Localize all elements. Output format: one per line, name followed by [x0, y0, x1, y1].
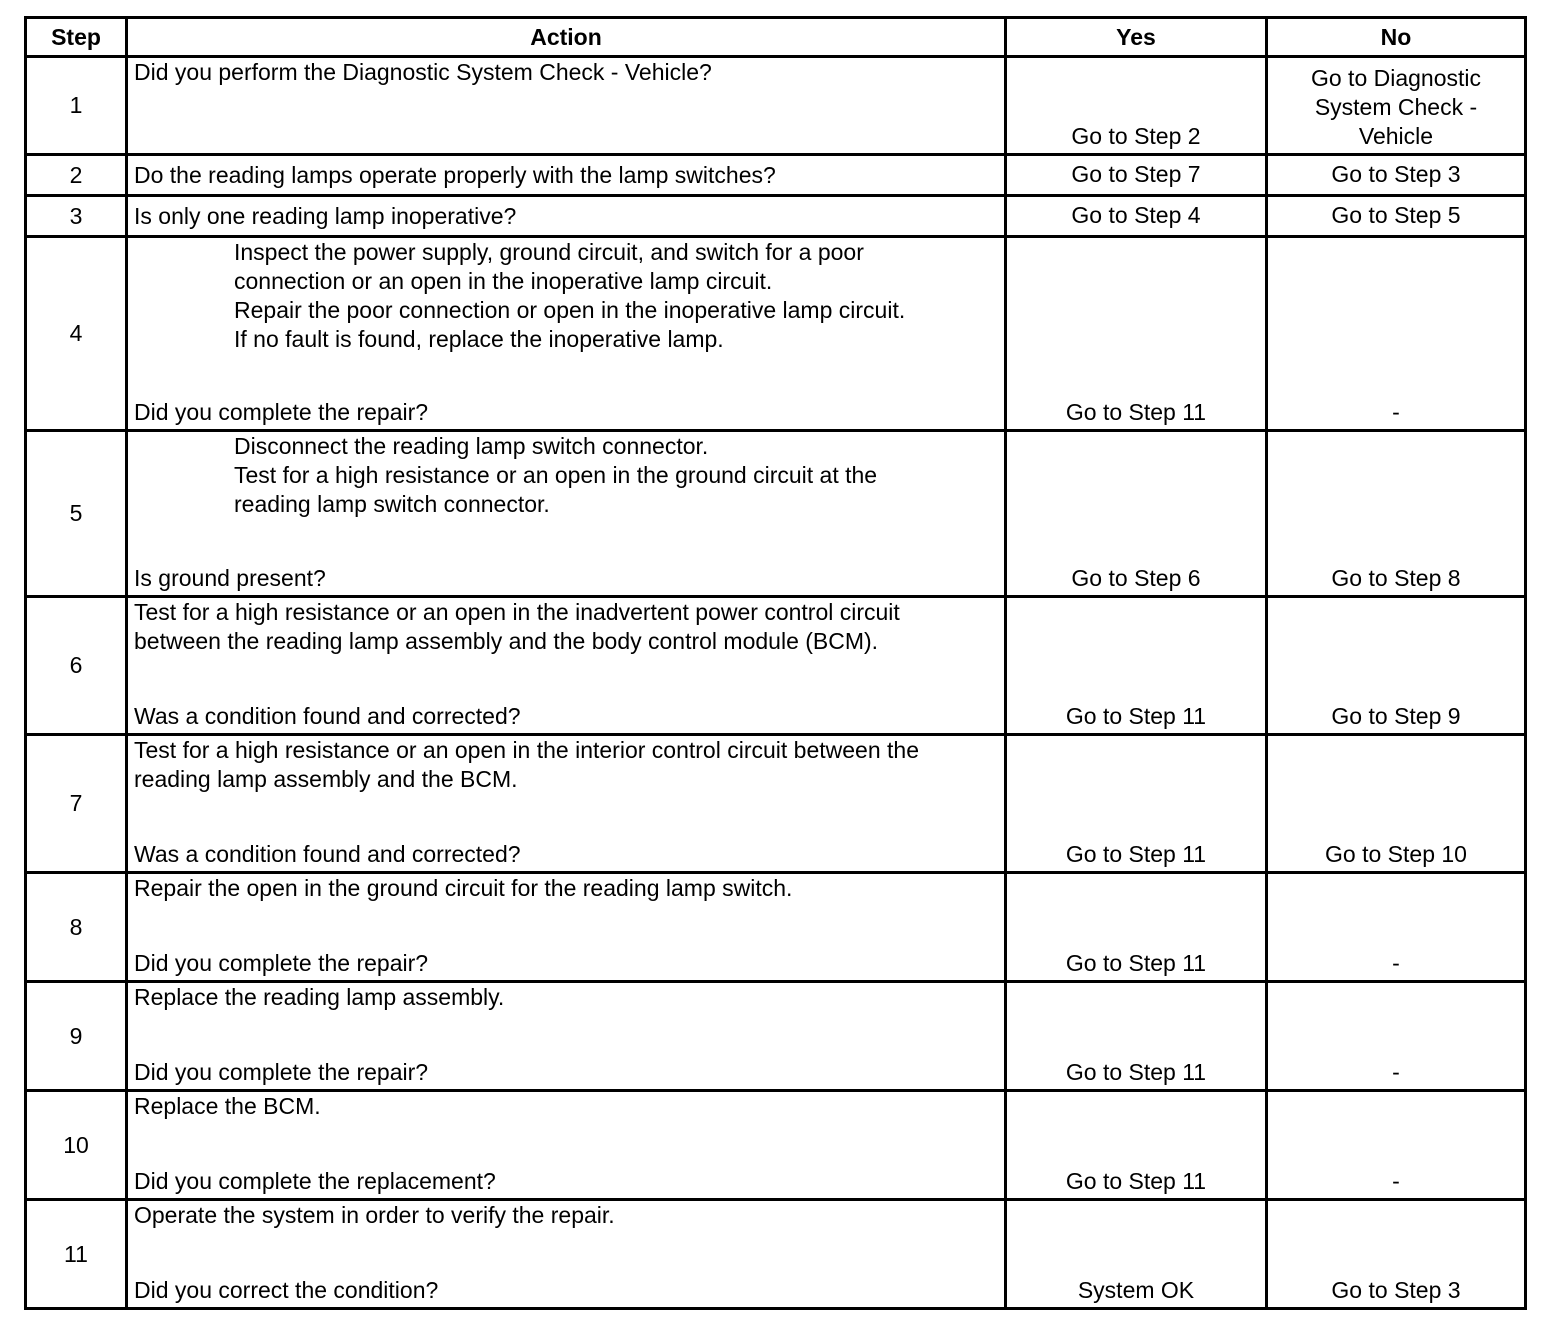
action-text: Test for a high resistance or an open in the inadvertent power control circuit — [134, 599, 900, 625]
yes-cell: Go to Step 6 — [1006, 431, 1267, 597]
no-cell: - — [1267, 982, 1526, 1091]
yes-cell: Go to Step 11 — [1006, 873, 1267, 982]
step-number: 4 — [26, 237, 127, 431]
action-question: Did you complete the repair? — [134, 399, 429, 425]
table-row — [26, 597, 1526, 735]
step-number: 5 — [26, 431, 127, 597]
step-number: 1 — [26, 57, 127, 155]
no-cell: Go to Step 3 — [1267, 1200, 1526, 1309]
diagnostic-table — [24, 16, 1527, 1310]
action-text: Operate the system in order to verify the repair. — [134, 1202, 615, 1228]
table-row — [26, 1200, 1526, 1309]
step-number: 6 — [26, 597, 127, 735]
no-text-line: Vehicle — [1358, 123, 1434, 149]
action-question: Did you complete the repair? — [134, 1059, 429, 1085]
action-cell — [127, 57, 1006, 155]
action-instruction: connection or an open in the inoperative lamp circuit. — [234, 268, 773, 294]
step-number: 7 — [26, 735, 127, 873]
table-row — [26, 735, 1526, 873]
no-cell: - — [1267, 237, 1526, 431]
step-number: 3 — [26, 196, 127, 237]
action-question: Did you correct the condition? — [134, 1277, 439, 1303]
action-question: Was a condition found and corrected? — [134, 841, 521, 867]
table-row — [26, 982, 1526, 1091]
action-text: Is only one reading lamp inoperative? — [134, 202, 517, 229]
action-instruction: Repair the poor connection or open in the inoperative lamp circuit. — [234, 297, 906, 323]
yes-cell: Go to Step 11 — [1006, 1091, 1267, 1200]
action-instruction: Inspect the power supply, ground circuit, and switch for a poor — [234, 239, 864, 265]
action-cell — [127, 735, 1006, 873]
action-question: Is ground present? — [134, 565, 326, 591]
yes-cell: System OK — [1006, 1200, 1267, 1309]
no-cell: - — [1267, 1091, 1526, 1200]
step-number: 11 — [26, 1200, 127, 1309]
action-text: Repair the open in the ground circuit for the reading lamp switch. — [134, 875, 793, 901]
action-text: Replace the reading lamp assembly. — [134, 984, 505, 1010]
table-row — [26, 196, 1526, 237]
table-row — [26, 873, 1526, 982]
table-row — [26, 1091, 1526, 1200]
action-instruction: reading lamp switch connector. — [234, 491, 550, 517]
action-cell — [127, 873, 1006, 982]
header-yes: Yes — [1006, 18, 1267, 57]
no-cell: Go to Step 9 — [1267, 597, 1526, 735]
action-cell — [127, 237, 1006, 431]
no-cell: Go to Step 8 — [1267, 431, 1526, 597]
action-text: Replace the BCM. — [134, 1093, 321, 1119]
step-number: 9 — [26, 982, 127, 1091]
no-text-line: Go to Diagnostic — [1310, 65, 1482, 91]
action-cell — [127, 431, 1006, 597]
action-cell — [127, 155, 1006, 196]
action-cell — [127, 982, 1006, 1091]
action-text: Do the reading lamps operate properly with the lamp switches? — [134, 161, 776, 188]
table-row — [26, 237, 1526, 431]
yes-cell: Go to Step 11 — [1006, 982, 1267, 1091]
action-cell — [127, 196, 1006, 237]
action-cell — [127, 1200, 1006, 1309]
action-text: between the reading lamp assembly and the body control module (BCM). — [134, 628, 879, 654]
table-row — [26, 57, 1526, 155]
step-number: 10 — [26, 1091, 127, 1200]
action-instruction: If no fault is found, replace the inoperative lamp. — [234, 326, 724, 352]
table-row — [26, 155, 1526, 196]
no-cell: Go to Step 5 — [1267, 196, 1526, 237]
no-cell — [1267, 57, 1526, 155]
action-instruction: Disconnect the reading lamp switch connector. — [234, 433, 709, 459]
no-cell: Go to Step 10 — [1267, 735, 1526, 873]
no-text-line: System Check - — [1314, 94, 1478, 120]
action-cell — [127, 1091, 1006, 1200]
yes-cell: Go to Step 4 — [1006, 196, 1267, 237]
no-cell: Go to Step 3 — [1267, 155, 1526, 196]
yes-cell: Go to Step 7 — [1006, 155, 1267, 196]
step-number: 8 — [26, 873, 127, 982]
header-row — [26, 18, 1526, 57]
header-action: Action — [127, 18, 1006, 57]
action-text: reading lamp assembly and the BCM. — [134, 766, 518, 792]
no-cell: - — [1267, 873, 1526, 982]
yes-cell: Go to Step 11 — [1006, 597, 1267, 735]
step-number: 2 — [26, 155, 127, 196]
header-no: No — [1267, 18, 1526, 57]
action-cell — [127, 597, 1006, 735]
yes-cell: Go to Step 2 — [1006, 57, 1267, 155]
yes-cell: Go to Step 11 — [1006, 735, 1267, 873]
action-text: Test for a high resistance or an open in the interior control circuit between the — [134, 737, 919, 763]
table-row — [26, 431, 1526, 597]
action-question: Did you complete the replacement? — [134, 1168, 496, 1194]
action-question: Did you complete the repair? — [134, 950, 429, 976]
action-text: Did you perform the Diagnostic System Check - Vehicle? — [134, 59, 712, 85]
header-step: Step — [26, 18, 127, 57]
action-question: Was a condition found and corrected? — [134, 703, 521, 729]
action-instruction: Test for a high resistance or an open in the ground circuit at the — [234, 462, 878, 488]
yes-cell: Go to Step 11 — [1006, 237, 1267, 431]
